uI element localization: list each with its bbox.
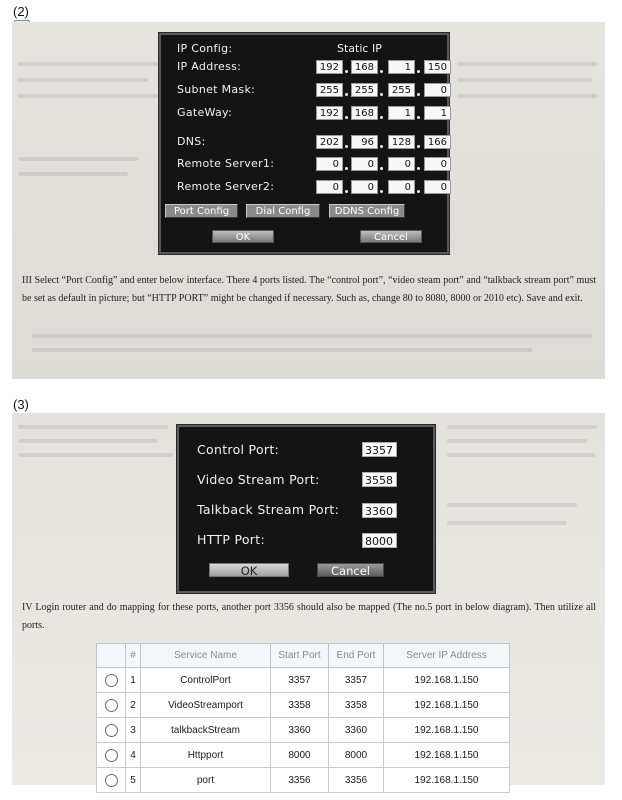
port-mapping-table <box>96 643 510 793</box>
octet-separator <box>417 190 420 193</box>
header-index: # <box>126 644 141 668</box>
tab-ddns-config[interactable]: DDNS Config <box>329 204 405 218</box>
video-stream-port-label: Video Stream Port: <box>197 472 320 487</box>
octet-separator <box>417 145 420 148</box>
row-service-name: talkbackStream <box>141 718 271 743</box>
section-label-2: (2) <box>13 4 29 19</box>
ip-octet-1[interactable]: 192 <box>316 60 343 74</box>
row-server-ip: 192.168.1.150 <box>384 668 510 693</box>
remote2-octet-4[interactable]: 0 <box>424 180 451 194</box>
header-end-port: End Port <box>329 644 384 668</box>
tab-port-config[interactable]: Port Config <box>165 204 238 218</box>
gateway-label: GateWay: <box>177 106 233 119</box>
octet-separator <box>417 70 420 73</box>
dns-octet-3[interactable]: 128 <box>388 135 415 149</box>
octet-separator <box>380 70 383 73</box>
subnet-octet-3[interactable]: 255 <box>388 83 415 97</box>
octet-separator <box>417 167 420 170</box>
octet-separator <box>417 116 420 119</box>
row-select-cell[interactable] <box>97 693 126 718</box>
octet-separator <box>345 167 348 170</box>
dns-label: DNS: <box>177 135 206 148</box>
remote1-octet-4[interactable]: 0 <box>424 157 451 171</box>
table-row[interactable] <box>97 743 510 768</box>
cancel-button[interactable]: Cancel <box>360 230 422 243</box>
ip-octet-2[interactable]: 168 <box>351 60 378 74</box>
ok-button[interactable]: OK <box>209 563 289 577</box>
remote1-octet-1[interactable]: 0 <box>316 157 343 171</box>
row-start-port: 3360 <box>271 718 329 743</box>
row-start-port: 8000 <box>271 743 329 768</box>
row-select-cell[interactable] <box>97 743 126 768</box>
row-start-port: 3358 <box>271 693 329 718</box>
row-end-port: 8000 <box>329 743 384 768</box>
remote2-octet-1[interactable]: 0 <box>316 180 343 194</box>
table-row[interactable] <box>97 668 510 693</box>
octet-separator <box>345 70 348 73</box>
row-index: 3 <box>126 718 141 743</box>
table-row[interactable] <box>97 718 510 743</box>
table-row[interactable] <box>97 693 510 718</box>
row-radio-button[interactable] <box>105 699 118 712</box>
row-end-port: 3360 <box>329 718 384 743</box>
octet-separator <box>380 145 383 148</box>
gateway-octet-4[interactable]: 1 <box>424 106 451 120</box>
remote2-octet-2[interactable]: 0 <box>351 180 378 194</box>
remote-server1-label: Remote Server1: <box>177 157 275 170</box>
header-service-name: Service Name <box>141 644 271 668</box>
octet-separator <box>345 93 348 96</box>
row-server-ip: 192.168.1.150 <box>384 768 510 793</box>
row-end-port: 3356 <box>329 768 384 793</box>
dns-octet-2[interactable]: 96 <box>351 135 378 149</box>
octet-separator <box>380 116 383 119</box>
video-stream-port-input[interactable]: 3558 <box>362 472 397 487</box>
row-radio-button[interactable] <box>105 774 118 787</box>
subnet-octet-2[interactable]: 255 <box>351 83 378 97</box>
control-port-label: Control Port: <box>197 442 280 457</box>
subnet-octet-4[interactable]: 0 <box>424 83 451 97</box>
row-index: 5 <box>126 768 141 793</box>
row-server-ip: 192.168.1.150 <box>384 718 510 743</box>
ip-config-label: IP Config: <box>177 42 233 55</box>
cancel-button[interactable]: Cancel <box>317 563 384 577</box>
header-server-ip: Server IP Address <box>384 644 510 668</box>
network-config-dialog <box>159 33 449 254</box>
row-index: 2 <box>126 693 141 718</box>
table-row[interactable] <box>97 768 510 793</box>
row-index: 1 <box>126 668 141 693</box>
subnet-mask-label: Subnet Mask: <box>177 83 256 96</box>
remote1-octet-2[interactable]: 0 <box>351 157 378 171</box>
subnet-octet-1[interactable]: 255 <box>316 83 343 97</box>
ip-config-value[interactable]: Static IP <box>337 42 382 55</box>
octet-separator <box>380 167 383 170</box>
port-config-dialog <box>177 425 435 593</box>
control-port-input[interactable]: 3357 <box>362 442 397 457</box>
dns-octet-4[interactable]: 166 <box>424 135 451 149</box>
gateway-octet-3[interactable]: 1 <box>388 106 415 120</box>
instruction-paragraph-4: IV Login router and do mapping for these ports, another port 3356 should also be mapped (The no.5 port in below diagram). Then utilize all ports. <box>22 602 596 631</box>
row-service-name: ControlPort <box>141 668 271 693</box>
ip-address-label: IP Address: <box>177 60 242 73</box>
instruction-paragraph-3: III Select “Port Config” and enter below interface. There 4 ports listed. The “control port”, “video steam port” and “talkback stream port” must be set as default in picture; but “HTTP PORT” might be changed if necessary. Such as, change 80 to 8080, 8000 or 2010 etc). Save and exit. <box>22 275 596 304</box>
header-start-port: Start Port <box>271 644 329 668</box>
dns-octet-1[interactable]: 202 <box>316 135 343 149</box>
row-start-port: 3357 <box>271 668 329 693</box>
gateway-octet-2[interactable]: 168 <box>351 106 378 120</box>
table-header-row <box>97 644 510 668</box>
row-service-name: Httpport <box>141 743 271 768</box>
row-server-ip: 192.168.1.150 <box>384 693 510 718</box>
row-service-name: VideoStreamport <box>141 693 271 718</box>
remote2-octet-3[interactable]: 0 <box>388 180 415 194</box>
row-radio-button[interactable] <box>105 749 118 762</box>
row-start-port: 3356 <box>271 768 329 793</box>
row-select-cell[interactable] <box>97 768 126 793</box>
http-port-input[interactable]: 8000 <box>362 533 397 548</box>
row-service-name: port <box>141 768 271 793</box>
row-index: 4 <box>126 743 141 768</box>
ok-button[interactable]: OK <box>212 230 274 243</box>
http-port-label: HTTP Port: <box>197 532 265 547</box>
octet-separator <box>417 93 420 96</box>
ip-octet-4[interactable]: 150 <box>424 60 451 74</box>
row-end-port: 3358 <box>329 693 384 718</box>
octet-separator <box>380 93 383 96</box>
row-server-ip: 192.168.1.150 <box>384 743 510 768</box>
octet-separator <box>345 190 348 193</box>
octet-separator <box>380 190 383 193</box>
talkback-stream-port-label: Talkback Stream Port: <box>197 502 340 517</box>
row-select-cell[interactable] <box>97 668 126 693</box>
gateway-octet-1[interactable]: 192 <box>316 106 343 120</box>
row-radio-button[interactable] <box>105 724 118 737</box>
header-select <box>97 644 126 668</box>
remote1-octet-3[interactable]: 0 <box>388 157 415 171</box>
octet-separator <box>345 116 348 119</box>
octet-separator <box>345 145 348 148</box>
tab-dial-config[interactable]: Dial Config <box>246 204 320 218</box>
talkback-stream-port-input[interactable]: 3360 <box>362 503 397 518</box>
row-radio-button[interactable] <box>105 674 118 687</box>
section-label-3: (3) <box>13 397 29 412</box>
remote-server2-label: Remote Server2: <box>177 180 275 193</box>
row-end-port: 3357 <box>329 668 384 693</box>
row-select-cell[interactable] <box>97 718 126 743</box>
ip-octet-3[interactable]: 1 <box>388 60 415 74</box>
